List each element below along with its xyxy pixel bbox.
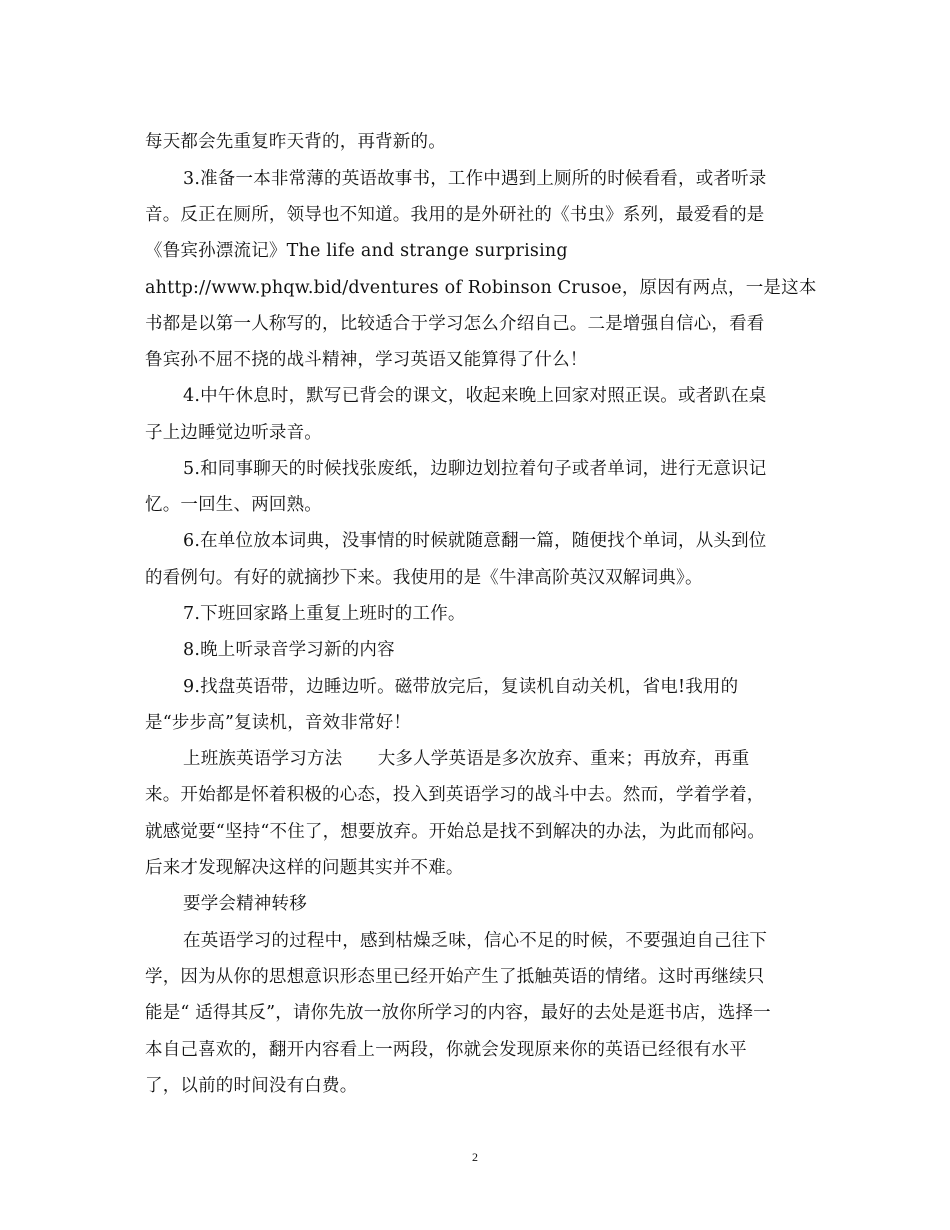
text-line: 就感觉要“坚持“不住了，想要放弃。开始总是找不到解决的办法，为此而郁闷。 [145, 822, 766, 842]
text-line: 5.和同事聊天的时候找张废纸，边聊边划拉着句子或者单词，进行无意识记 [183, 459, 767, 479]
text-line: 上班族英语学习方法 大多人学英语是多次放弃、重来；再放弃，再重 [183, 749, 750, 769]
text-line: 7.下班回家路上重复上班时的工作。 [183, 604, 466, 624]
text-line: 本自己喜欢的，翻开内容看上一两段，你就会发现原来你的英语已经很有水平 [145, 1040, 747, 1060]
page-number: 2 [472, 1150, 478, 1164]
text-line: 8.晚上听录音学习新的内容 [183, 640, 395, 660]
section-heading: 要学会精神转移 [183, 894, 307, 914]
text-line: 3.准备一本非常薄的英语故事书，工作中遇到上厕所的时候看看，或者听录 [183, 169, 767, 189]
text-line: 《鲁宾孙漂流记》The life and strange surprising [145, 241, 568, 261]
text-line: 的看例句。有好的就摘抄下来。我使用的是《牛津高阶英汉双解词典》。 [145, 568, 703, 588]
text-line: 9.找盘英语带，边睡边听。磁带放完后，复读机自动关机，省电!我用的 [183, 677, 739, 697]
text-line: 是“步步高”复读机，音效非常好！ [145, 713, 412, 733]
text-line: ahttp://www.phqw.bid/dventures of Robinson Crusoe，原因有两点，一是这本 [145, 278, 817, 298]
text-line: 来。开始都是怀着积极的心态，投入到英语学习的战斗中去。然而，学着学着， [145, 785, 765, 805]
text-line: 书都是以第一人称写的，比较适合于学习怎么介绍自己。二是增强自信心，看看 [145, 314, 765, 334]
text-line: 每天都会先重复昨天背的，再背新的。 [145, 132, 446, 152]
text-line: 4.中午休息时，默写已背会的课文，收起来晚上回家对照正误。或者趴在桌 [183, 386, 767, 406]
text-line: 鲁宾孙不屈不挠的战斗精神，学习英语又能算得了什么！ [145, 350, 588, 370]
text-line: 6.在单位放本词典，没事情的时候就随意翻一篇，随便找个单词，从头到位 [183, 531, 767, 551]
text-line: 能是“ 适得其反”，请你先放一放你所学习的内容，最好的去处是逛书店，选择一 [145, 1003, 771, 1023]
text-line: 在英语学习的过程中，感到枯燥乏味，信心不足的时候，不要强迫自己往下 [183, 931, 768, 951]
text-line: 子上边睡觉边听录音。 [145, 423, 322, 443]
text-line: 忆。一回生、两回熟。 [145, 495, 322, 515]
text-line: 了，以前的时间没有白费。 [145, 1076, 358, 1096]
text-line: 学，因为从你的思想意识形态里已经开始产生了抵触英语的情绪。这时再继续只 [145, 967, 765, 987]
text-line: 音。反正在厕所，领导也不知道。我用的是外研社的《书虫》系列，最爱看的是 [145, 205, 765, 225]
text-line: 后来才发现解决这样的问题其实并不难。 [145, 858, 464, 878]
